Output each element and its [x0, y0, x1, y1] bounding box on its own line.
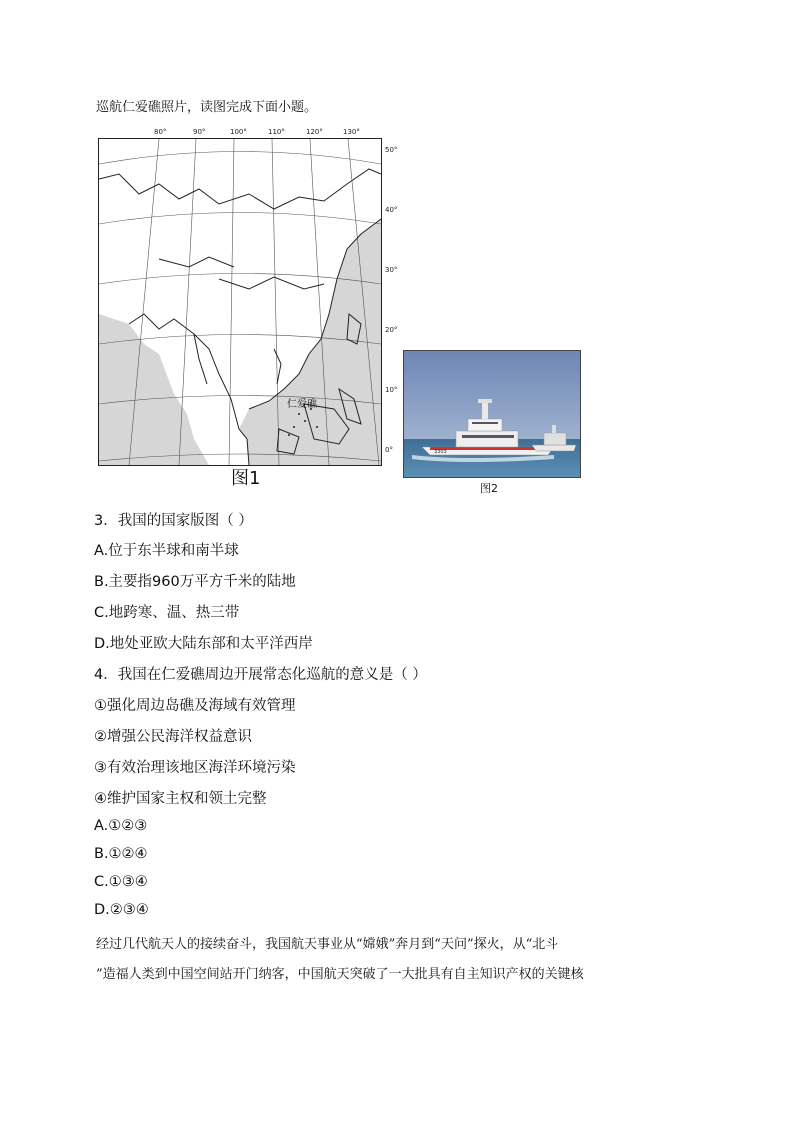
- question3-stem: 3．我国的国家版图（ ）: [94, 513, 253, 529]
- question3-option-c: C.地跨寒、温、热三带: [94, 605, 240, 621]
- question4-option-a: A.①②③: [94, 818, 148, 834]
- question4-statement-2: ②增强公民海洋权益意识: [94, 729, 252, 745]
- lat-tick: 50°: [385, 146, 398, 154]
- lon-tick: 100°: [230, 128, 247, 136]
- question4-stem: 4．我国在仁爱礁周边开展常态化巡航的意义是（ ）: [94, 667, 427, 683]
- question3-option-d: D.地处亚欧大陆东部和太平洋西岸: [94, 636, 313, 652]
- renai-reef-label: 仁爱礁: [287, 399, 317, 410]
- ship-photo-graphic: [404, 351, 580, 477]
- question4-option-c: C.①③④: [94, 874, 148, 890]
- question3-option-b: B.主要指960万平方千米的陆地: [94, 574, 296, 590]
- question4-statement-4: ④维护国家主权和领土完整: [94, 791, 267, 807]
- question4-statement-3: ③有效治理该地区海洋环境污染: [94, 760, 296, 776]
- ship-hull-number: 3303: [434, 449, 447, 455]
- question3-option-a: A.位于东半球和南半球: [94, 543, 239, 559]
- coast-guard-ship-photo: [403, 350, 581, 478]
- lon-tick: 80°: [154, 128, 167, 136]
- lat-tick: 20°: [385, 326, 398, 334]
- figure2-caption: 图2: [480, 482, 498, 495]
- question4-option-d: D.②③④: [94, 902, 149, 918]
- paragraph-line-1: 经过几代航天人的接续奋斗，我国航天事业从“嫦娥”奔月到“天问”探火，从“北斗: [96, 937, 559, 952]
- lon-tick: 130°: [343, 128, 360, 136]
- asia-outline-map: [98, 138, 382, 466]
- lat-tick: 0°: [385, 446, 393, 454]
- lat-tick: 40°: [385, 206, 398, 214]
- paragraph-line-2: ”造福人类到中国空间站开门纳客，中国航天突破了一大批具有自主知识产权的关键核: [96, 967, 584, 982]
- lon-tick: 90°: [193, 128, 206, 136]
- lon-tick: 120°: [306, 128, 323, 136]
- question4-statement-1: ①强化周边岛礁及海域有效管理: [94, 698, 296, 714]
- lat-tick: 10°: [385, 386, 398, 394]
- lat-tick: 30°: [385, 266, 398, 274]
- question4-option-b: B.①②④: [94, 846, 148, 862]
- figures-area: [98, 128, 588, 498]
- map-graphic: [99, 139, 381, 465]
- figure1-caption: 图1: [231, 468, 261, 489]
- lon-tick: 110°: [268, 128, 285, 136]
- intro-text: 巡航仁爱礁照片，读图完成下面小题。: [96, 100, 318, 115]
